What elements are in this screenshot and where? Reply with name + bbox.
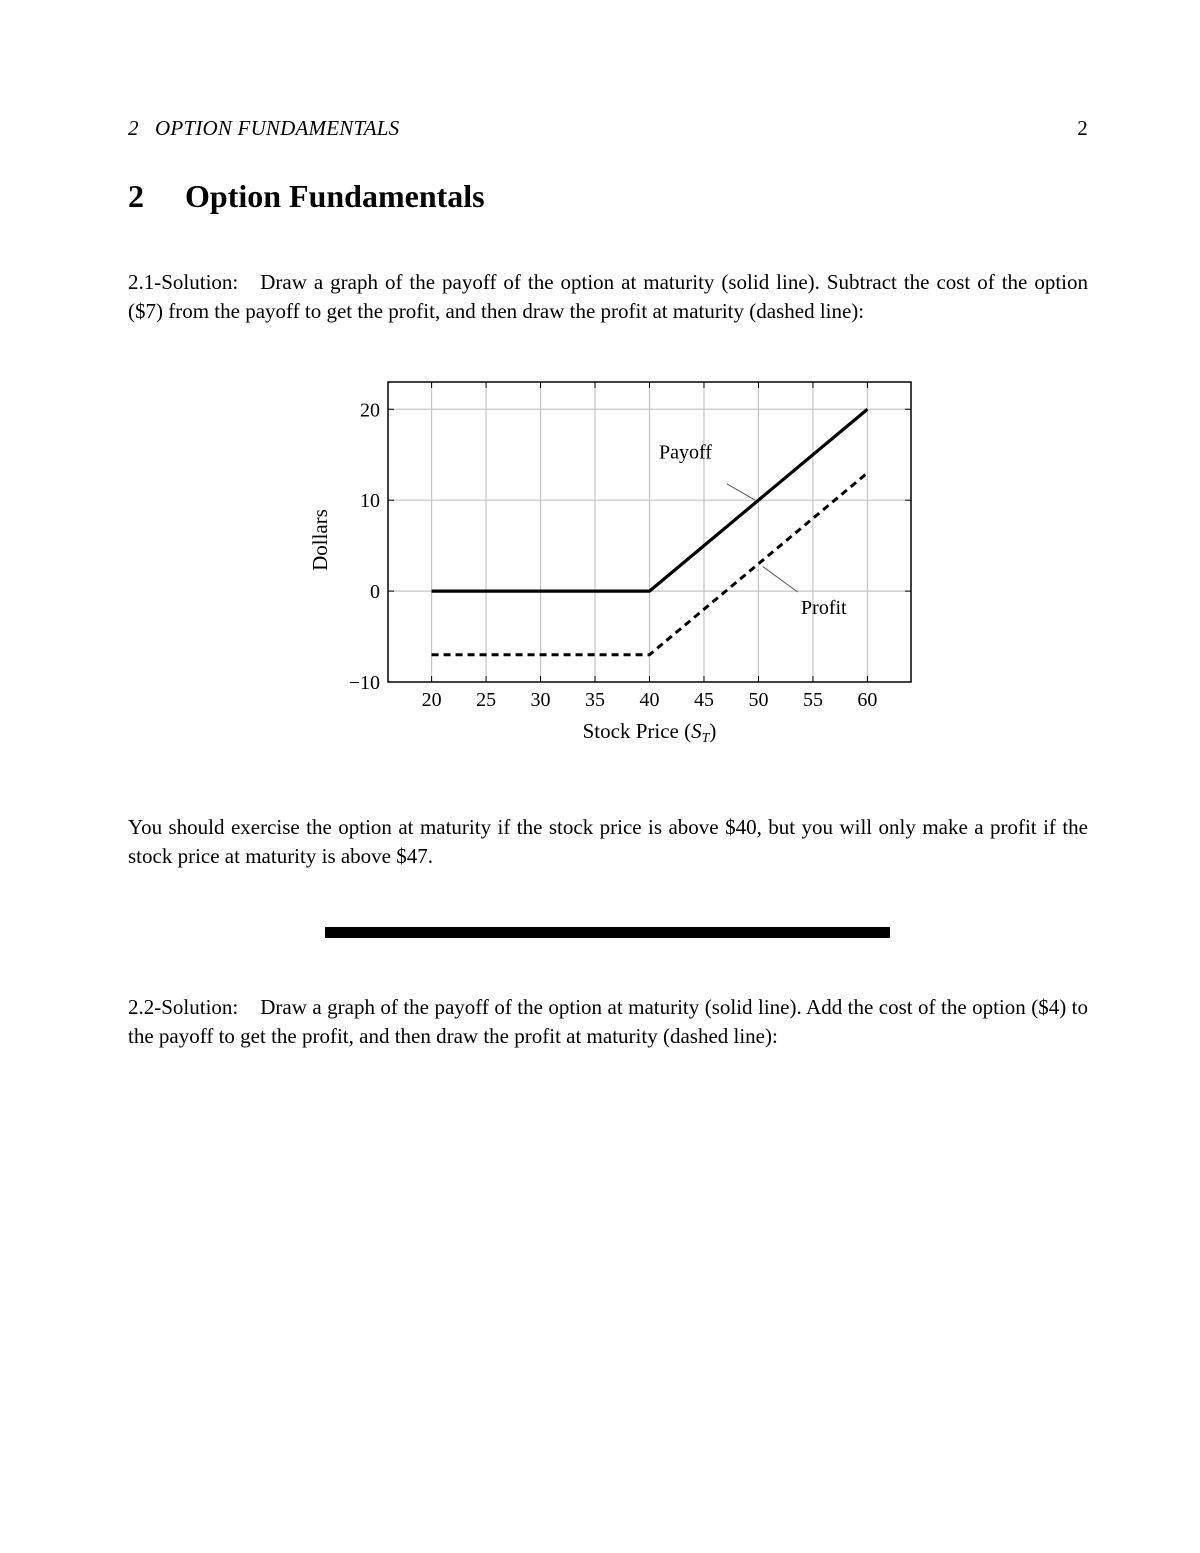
exercise-conclusion-paragraph [128, 813, 1088, 870]
x-axis-label: Stock Price (ST) [582, 719, 717, 746]
section-title: Option Fundamentals [185, 178, 485, 214]
solution-label: 2.2-Solution: [128, 995, 239, 1019]
page-number: 2 [1077, 116, 1088, 140]
separator-bar [325, 927, 890, 938]
solution-label: 2.1-Solution: [128, 270, 239, 294]
y-tick-label: 0 [370, 581, 380, 604]
y-axis-label: Dollars [308, 509, 332, 571]
x-tick-label: 35 [585, 689, 606, 711]
x-tick-label: 45 [693, 689, 714, 711]
x-tick-label: 25 [476, 689, 497, 711]
solution-2-2-paragraph [128, 993, 1088, 1050]
x-tick-label: 40 [639, 689, 660, 711]
profit-annotation-leader [763, 567, 798, 592]
payoff-annotation: Payoff [658, 441, 712, 464]
solution-text: Draw a graph of the payoff of the option at maturity (solid line). Subtract the cost of the option ($7) from the payoff to get the profit, and then draw the profit at maturity (dashed line): [128, 270, 1088, 323]
section-number: 2 [128, 178, 144, 214]
x-tick-label: 30 [530, 689, 551, 711]
y-tick-label: 10 [360, 490, 380, 513]
running-head [128, 116, 1088, 144]
x-tick-label: 55 [802, 689, 823, 711]
payoff-profit-chart [300, 370, 940, 750]
section-heading [128, 178, 485, 215]
running-title: 2 OPTION FUNDAMENTALS [128, 116, 400, 140]
x-tick-label: 60 [857, 689, 878, 711]
x-tick-label: 20 [421, 689, 442, 711]
y-tick-label: 20 [360, 399, 380, 422]
solution-2-1-paragraph [128, 268, 1088, 325]
profit-annotation: Profit [801, 596, 847, 619]
x-tick-label: 50 [748, 689, 769, 711]
conclusion-text: You should exercise the option at maturity if the stock price is above $40, but you will only make a profit if the stock price at maturity is above $47. [128, 815, 1088, 868]
solution-text: Draw a graph of the payoff of the option at maturity (solid line). Add the cost of the option ($4) to the payoff to get the profit, and then draw the profit at maturity (dashed line): [128, 995, 1088, 1048]
payoff-annotation-leader [727, 484, 755, 500]
y-tick-label: −10 [348, 672, 380, 694]
